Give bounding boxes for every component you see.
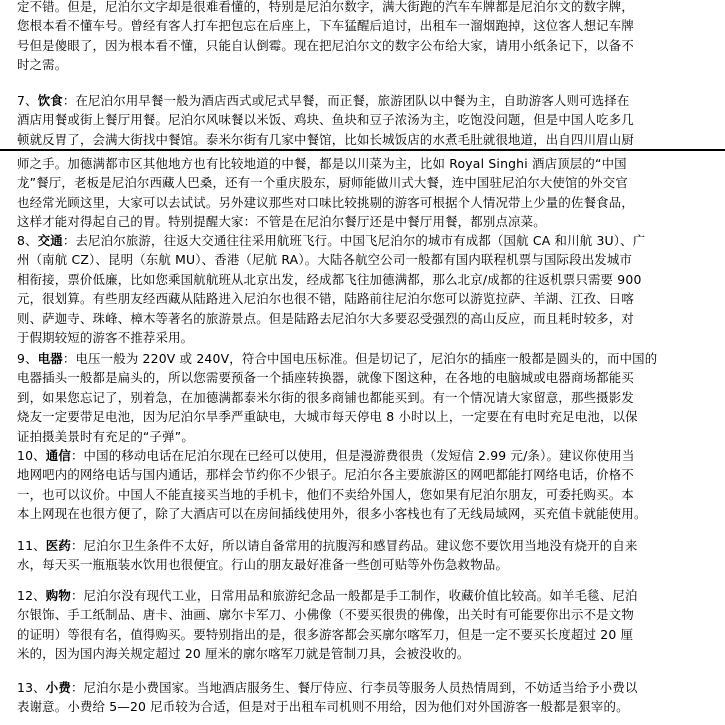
text-line: 证拍摄美景时有充足的“子弹”。	[17, 428, 194, 444]
text-line: 酒店用餐或街上餐厅用餐。尼泊尔风味餐以米饭、鸡块、鱼块和豆子浓汤为主，吃饱没问题，但是中国人吃多几	[17, 112, 634, 128]
section-number: 9、	[17, 351, 38, 366]
intro-paragraph	[0, 0, 725, 75]
text-line: 号但是傻眼了，因为根本看不懂，只能自认倒霉。现在把尼泊尔文的数字公布给大家，请用小纸条记下，以备不	[17, 37, 634, 53]
text-line: 本上网现在也很方便了，除了大酒店可以在房间插线使用外，很多小客栈也有了无线局域网，买充值卡就能使用。	[17, 506, 647, 522]
section-electrical-first-line	[0, 349, 725, 368]
section-shopping-first-line	[0, 586, 725, 605]
section-number: 8、	[17, 233, 38, 248]
text-line: 这样才能对得起自己的胃。特别提醒大家：不管是在尼泊尔餐厅还是中餐厅用餐，都别点凉菜。	[17, 214, 546, 230]
text-line: 一，也可以议价。中国人不能直接买当地的手机卡，他们不卖给外国人，您如果有尼泊尔朋友，可委托购买。本	[17, 486, 634, 502]
text-run: ：去尼泊尔旅游，往返大交通往往采用航班飞行。中国飞尼泊尔的城市有成都（国航 CA 和川航 3U）、广	[62, 233, 646, 248]
section-transport	[0, 231, 725, 347]
section-food-first-line	[0, 91, 725, 110]
text-run: ：尼泊尔是小费国家。当地酒店服务生、餐厅侍应、行李员等服务人员热情周到，不妨适当给予小费以	[70, 680, 638, 695]
text-run: ：尼泊尔没有现代工业，日常用品和旅游纪念品一般都是手工制作，收藏价值比较高。如羊毛毯、尼泊	[70, 588, 638, 603]
text-line: 定不错。但是，尼泊尔文字却是很难看懂的，特别是尼泊尔数字，满大街跑的汽车车牌都是尼泊尔文的数字牌，	[17, 0, 634, 14]
section-electrical	[0, 349, 725, 446]
section-heading: 电器	[37, 351, 63, 366]
section-tipping-first-line	[0, 678, 725, 697]
text-line: 水，每天买一瓶瓶装水饮用也很便宜。行山的朋友最好准备一些创可贴等外伤急救物品。	[17, 557, 509, 573]
text-line: 尔银饰、手工纸制品、唐卡、油画、廓尔卡军刀、小佛像（不要买很贵的佛像，出关时有可能要你出示不是文物	[17, 607, 634, 623]
text-line: 则、萨迦寺、珠峰、樟木等著名的旅游景点。但是陆路去尼泊尔大多要忍受强烈的高山反应，而且耗时较多，对	[17, 310, 634, 326]
section-number: 7、	[17, 93, 38, 108]
text-line: 到，如果您忘记了，别着急，在加德满都泰米尔街的很多商铺也都能买到。有一个情况请大家留意，那些摄影发	[17, 389, 634, 405]
section-tipping	[0, 678, 725, 717]
text-line: 师之手。加德满都市区其他地方也有比较地道的中餐，都是以川菜为主，比如 Royal Singhi 酒店顶层的“中国	[17, 156, 627, 171]
text-line: 于假期较短的游客不推荐采用。	[17, 329, 194, 345]
text-line: 相衔接，票价低廉，比如您乘国航航班从北京出发，经成都飞往加德满都，那么北京/成都的往返机票只需要 900	[17, 271, 642, 287]
text-line: 的证明）等很有名，值得购买。要特别指出的是，很多游客都会买廓尔喀军刀，但是一定不要买长度超过 20 厘	[17, 626, 634, 642]
section-heading: 饮食	[37, 93, 63, 108]
section-food	[0, 91, 725, 149]
text-run: ：中国的移动电话在尼泊尔现在已经可以使用，但是漫游费很贵（发短信 2.99 元/条）。建议你使用当	[70, 448, 635, 463]
text-line: 米的，因为国内海关规定超过 20 厘米的廓尔喀军刀就是管制刀具，会被没收的。	[17, 646, 470, 662]
section-transport-first-line	[0, 231, 725, 250]
text-run: ：在尼泊尔用早餐一般为酒店西式或尼式早餐，而正餐，旅游团队以中餐为主，自助游客人则可选择在	[62, 93, 630, 108]
text-line: 也经常光顾这里，大家可以去试试。另外建议那些对口味比较挑剔的游客可根据个人情况带上少量的佐餐食品，	[17, 194, 634, 210]
section-number: 10、	[17, 448, 46, 463]
food-continuation	[0, 154, 725, 232]
text-line: 表谢意。小费给 5—20 尼币较为合适，但是对于出租车司机则不用给，因为他们对外国游客一般都是狠宰的。	[17, 699, 629, 715]
section-heading: 购物	[45, 588, 71, 603]
text-line: 电器插头一般都是扁头的，所以您需要预备一个插座转换器，就像下图这种，在各地的电脑城或电器商场都能买	[17, 370, 634, 386]
section-medicine-first-line	[0, 536, 725, 555]
section-number: 13、	[17, 680, 46, 695]
section-heading: 医药	[45, 538, 71, 553]
text-line: 您根本看不懂车号。曾经有客人打车把包忘在后座上，下车猛醒后追讨，出租车一溜烟跑掉，这位客人想记车牌	[17, 18, 634, 34]
text-line: 时之需。	[17, 57, 68, 73]
text-line: 烧友一定要带足电池，因为尼泊尔旱季严重缺电，大城市每天停电 8 小时以上，一定要在有电时充足电池，以保	[17, 409, 638, 425]
text-line: 州（南航 CZ）、昆明（东航 MU）、香港（尼航 RA）。大陆各航空公司一般都有国内联程机票与国际段出发城市	[17, 252, 633, 268]
text-line: 龙”餐厅，老板是尼泊尔西藏人巴桑，还有一个重庆股东，厨师能做川式大餐，连中国驻尼泊尔大使馆的外交官	[17, 175, 628, 191]
section-heading: 交通	[37, 233, 63, 248]
page-divider	[0, 149, 725, 151]
section-heading: 小费	[45, 680, 71, 695]
section-number: 12、	[17, 588, 46, 603]
text-run: ：尼泊尔卫生条件不太好，所以请自备常用的抗腹泻和感冒药品。建议您不要饮用当地没有烧开的自来	[70, 538, 638, 553]
text-run: ：电压一般为 220V 或 240V，符合中国电压标准。但是切记了，尼泊尔的插座一般都是圆头的，而中国的	[62, 351, 658, 366]
section-medicine	[0, 536, 725, 575]
section-number: 11、	[17, 538, 46, 553]
text-line: 元，很划算。有些朋友经西藏从陆路进入尼泊尔也很不错，陆路前往尼泊尔您可以游览拉萨、羊湖、江孜、日喀	[17, 291, 634, 307]
section-communication-first-line	[0, 446, 725, 465]
section-heading: 通信	[45, 448, 71, 463]
section-shopping	[0, 586, 725, 664]
section-communication	[0, 446, 725, 524]
text-line: 地网吧内的网络电话与国内通话，那样会节约你不少银子。尼泊尔各主要旅游区的网吧都能打网络电话，价格不	[17, 467, 634, 483]
text-line: 顿就反胃了，会满大街找中餐馆。泰米尔街有几家中餐馆，比如长城饭店的水煮毛肚就很地道，出自四川眉山厨	[17, 131, 634, 147]
